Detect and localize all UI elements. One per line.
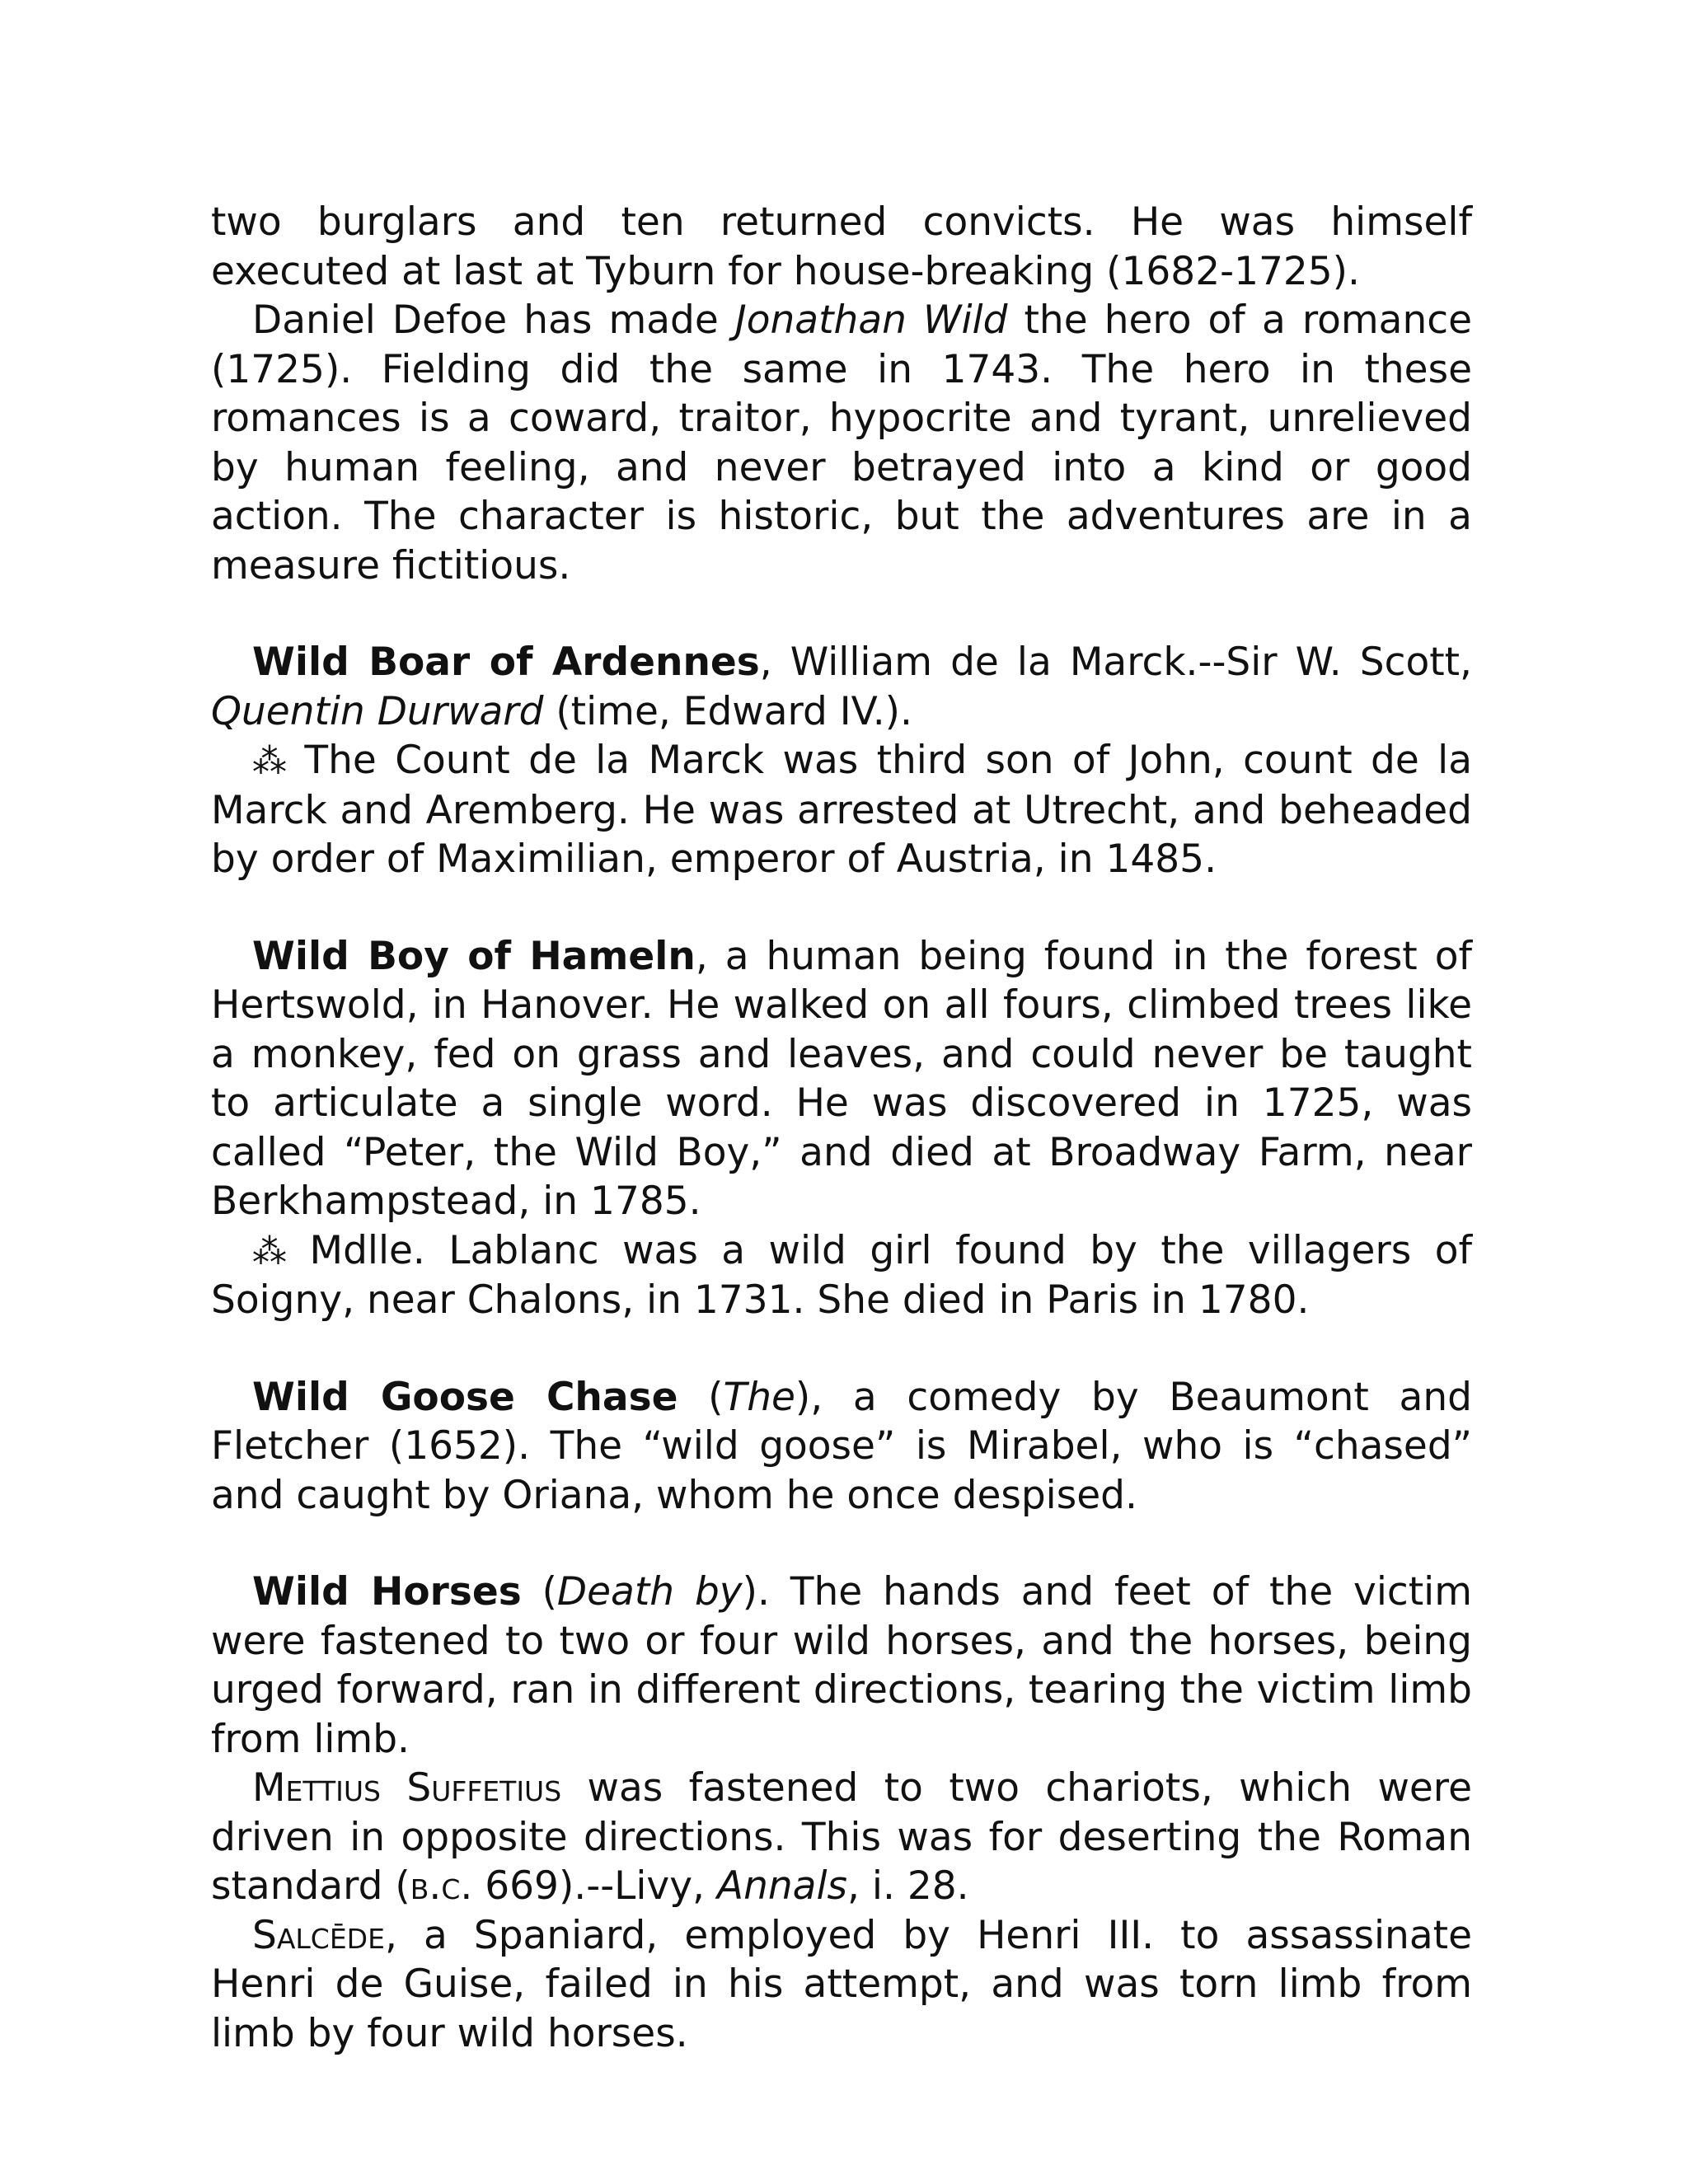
title-italic: Annals bbox=[716, 1863, 847, 1909]
entry-paragraph: Wild Boar of Ardennes, William de la Marck.--Sir W. Scott, Quentin Durward (time, Edward IV.). bbox=[211, 640, 1472, 734]
entry-wild-boy bbox=[211, 932, 1472, 1325]
asterism-icon: ⁂ bbox=[252, 741, 293, 781]
entry-paragraph: Wild Boy of Hameln, a human being found in the forest of Hertswold, in Hanover. He walked on all fours, climbed trees like a monkey, fed on grass and leaves, and could never be taught to articulate a single word. He was discovered in 1725, was called “Peter, the Wild Boy,” and died at Broadway Farm, near Berkhampstead, in 1785. bbox=[211, 933, 1472, 1224]
era-abbrev: b.c. bbox=[410, 1863, 473, 1909]
example-paragraph: Mettius Suffetius was fastened to two chariots, which were driven in opposite directions. This was for deserting the Roman standard (b.c. 669).--Livy, Annals, i. 28. bbox=[211, 1765, 1473, 1909]
title-italic: Jonathan Wild bbox=[734, 298, 1008, 343]
title-italic: Death by bbox=[556, 1569, 743, 1615]
entry-wild-boar bbox=[211, 638, 1472, 884]
paragraph: Daniel Defoe has made Jonathan Wild the hero of a romance (1725). Fielding did the same in 1743. The hero in these romances is a coward, traitor, hypocrite and tyrant, unrelieved by human feeling, and never betrayed into a kind or good action. The character is historic, but the adventures are in a measure fictitious. bbox=[211, 298, 1473, 588]
title-italic: The bbox=[723, 1374, 795, 1420]
asterism-icon: ⁂ bbox=[252, 1230, 298, 1272]
document-page bbox=[211, 198, 1472, 2058]
headword: Wild Horses bbox=[252, 1569, 522, 1615]
entry-jonathan-wild bbox=[211, 198, 1472, 590]
entry-wild-goose-chase bbox=[211, 1373, 1472, 1521]
headword: Wild Goose Chase bbox=[252, 1374, 678, 1420]
note-paragraph: ⁂ The Count de la Marck was third son of John, count de la Marck and Aremberg. He was arrested at Utrecht, and beheaded by order of Maximilian, emperor of Austria, in 1485. bbox=[211, 738, 1473, 882]
headword: Wild Boy of Hameln bbox=[252, 933, 696, 979]
title-italic: Quentin Durward bbox=[211, 688, 544, 734]
entry-paragraph: Wild Goose Chase (The), a comedy by Beaumont and Fletcher (1652). The “wild goose” is Mirabel, who is “chased” and caught by Oriana, whom he once despised. bbox=[211, 1374, 1472, 1518]
person-name: Salcēde bbox=[252, 1912, 385, 1958]
person-name: Mettius Suffetius bbox=[252, 1765, 562, 1811]
paragraph: two burglars and ten returned convicts. He was himself executed at last at Tyburn for house-breaking (1682-1725). bbox=[211, 199, 1472, 294]
entry-wild-horses bbox=[211, 1568, 1472, 2058]
example-paragraph: Salcēde, a Spaniard, employed by Henri III. to assassinate Henri de Guise, failed in his attempt, and was torn limb from limb by four wild horses. bbox=[211, 1912, 1472, 2056]
note-paragraph: ⁂ Mdlle. Lablanc was a wild girl found by the villagers of Soigny, near Chalons, in 1731. She died in Paris in 1780. bbox=[211, 1227, 1473, 1323]
entry-paragraph: Wild Horses (Death by). The hands and feet of the victim were fastened to two or four wild horses, and the horses, being urged forward, ran in different directions, tearing the victim limb from limb. bbox=[211, 1569, 1472, 1762]
headword: Wild Boar of Ardennes bbox=[252, 640, 760, 685]
